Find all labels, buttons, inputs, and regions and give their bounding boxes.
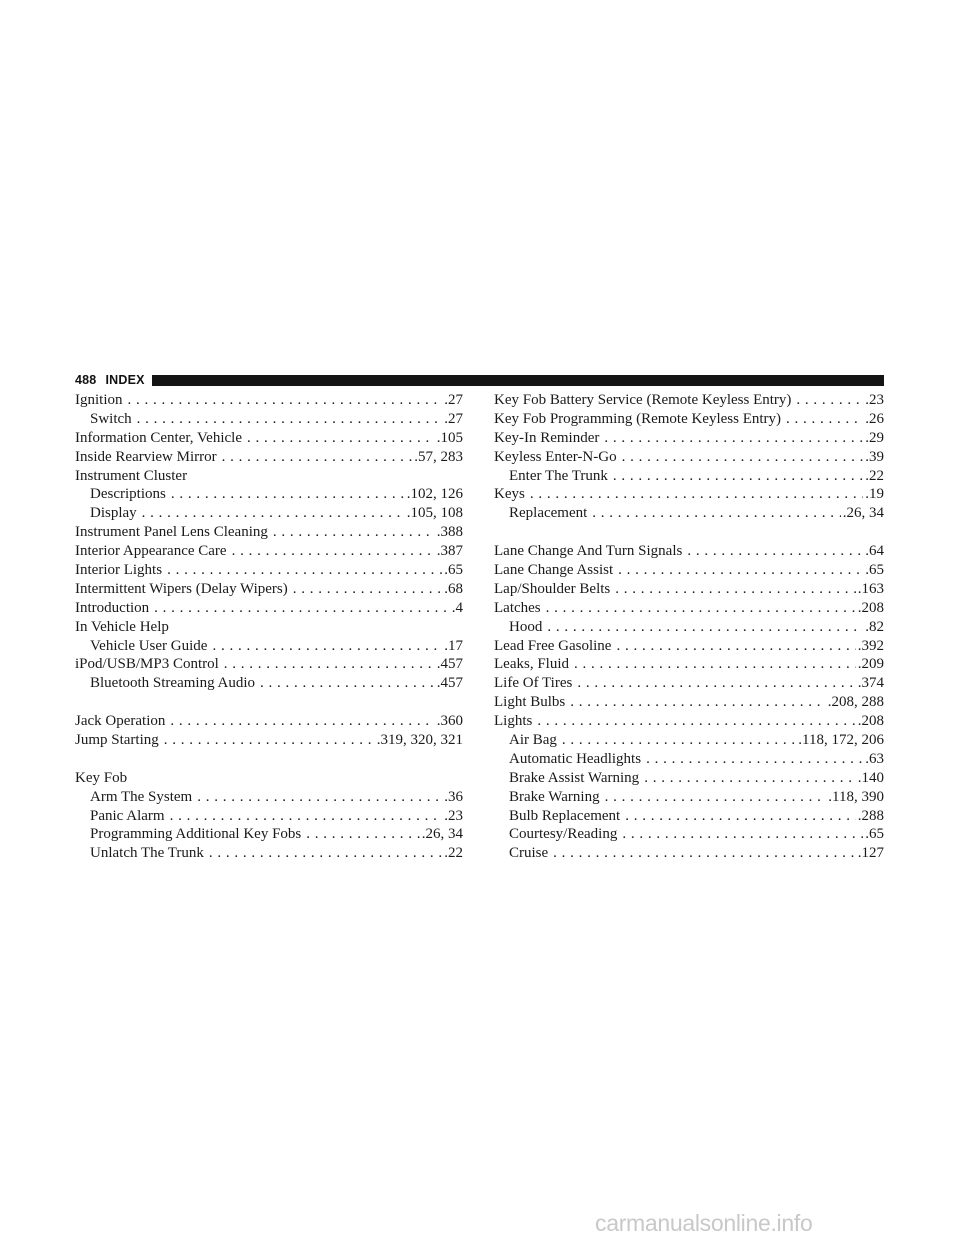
page-reference: .319, 320, 321: [376, 732, 463, 749]
page-reference: .127: [857, 845, 884, 862]
page-reference: .27: [444, 392, 463, 408]
index-term: Jack Operation: [75, 713, 166, 730]
index-subentry: [75, 807, 463, 826]
page-reference: .118, 172, 206: [798, 732, 884, 749]
index-term: Bulb Replacement: [509, 807, 621, 824]
index-term: Automatic Headlights: [509, 750, 642, 767]
page-reference: .163: [857, 580, 884, 597]
dot-leader: [170, 807, 443, 826]
page-reference: .39: [865, 448, 884, 465]
index-term: Lead Free Gasoline: [494, 637, 612, 654]
index-heading: [75, 618, 463, 637]
index-entry: [494, 599, 884, 618]
index-entry: [75, 391, 463, 410]
index-term: Introduction: [75, 599, 150, 616]
dot-leader: [247, 429, 435, 448]
index-subentry: [75, 637, 463, 656]
page-reference: .392: [857, 637, 884, 654]
index-entry: [75, 448, 463, 467]
index-term: Inside Rearview Mirror: [75, 448, 217, 465]
page-header: [75, 371, 884, 389]
index-subentry: [494, 467, 884, 486]
page-reference: .388: [436, 524, 463, 541]
dot-leader: [618, 561, 863, 580]
dot-leader: [644, 769, 856, 788]
index-term: Enter The Trunk: [509, 467, 608, 484]
index-term: In Vehicle Help: [75, 618, 169, 635]
dot-leader: [197, 788, 442, 807]
index-entry: [494, 429, 884, 448]
dot-leader: [796, 391, 863, 410]
page-reference: .457: [436, 656, 463, 673]
dot-leader: [577, 674, 855, 693]
page-reference: .57, 283: [414, 448, 463, 465]
index-entry: [75, 712, 463, 731]
dot-leader: [616, 637, 855, 656]
index-subentry: [75, 674, 463, 693]
page-reference: .374: [857, 675, 884, 692]
page-reference: .19: [865, 486, 884, 503]
page-reference: .36: [444, 788, 463, 805]
index-term: Hood: [509, 618, 543, 635]
page-reference: .105: [436, 429, 463, 446]
index-subentry: [75, 844, 463, 863]
page-reference: .208: [857, 599, 884, 616]
index-column-left: [75, 391, 463, 863]
index-term: Lane Change Assist: [494, 562, 614, 579]
page-reference: .4: [451, 599, 463, 616]
index-term: Key Fob: [75, 769, 128, 786]
index-term: Leaks, Fluid: [494, 656, 569, 673]
page-reference: .102, 126: [406, 486, 463, 503]
index-entry: [494, 580, 884, 599]
dot-leader: [260, 674, 435, 693]
index-term: Display: [90, 505, 137, 522]
page-reference: .209: [857, 656, 884, 673]
index-subentry: [494, 750, 884, 769]
index-term: Key Fob Programming (Remote Keyless Entry): [494, 410, 782, 427]
index-entry: [75, 580, 463, 599]
page-reference: .17: [444, 637, 463, 654]
index-subentry: [494, 731, 884, 750]
dot-leader: [570, 693, 825, 712]
index-term: Cruise: [509, 845, 549, 862]
index-term: Descriptions: [90, 486, 166, 503]
index-term: Brake Warning: [509, 788, 600, 805]
dot-leader: [530, 485, 863, 504]
page-reference: .208: [857, 713, 884, 730]
index-subentry: [494, 844, 884, 863]
index-entry: [494, 542, 884, 561]
index-heading: [75, 769, 463, 788]
dot-leader: [625, 807, 856, 826]
index-subentry: [494, 504, 884, 523]
index-subentry: [494, 618, 884, 637]
index-subentry: [75, 788, 463, 807]
index-term: Interior Lights: [75, 562, 163, 579]
index-subentry: [75, 825, 463, 844]
dot-leader: [224, 655, 435, 674]
dot-leader: [273, 523, 435, 542]
index-entry: [494, 561, 884, 580]
index-term: Courtesy/Reading: [509, 826, 618, 843]
index-term: Bluetooth Streaming Audio: [90, 675, 255, 692]
index-term: Replacement: [509, 505, 588, 522]
page-reference: .22: [444, 845, 463, 862]
index-entry: [75, 523, 463, 542]
index-term: Interior Appearance Care: [75, 543, 227, 560]
index-spacer: [75, 750, 463, 769]
index-subentry: [75, 504, 463, 523]
page-number: 488: [75, 373, 97, 387]
index-term: Vehicle User Guide: [90, 637, 208, 654]
page-reference: .387: [436, 543, 463, 560]
dot-leader: [592, 504, 840, 523]
index-subentry: [494, 825, 884, 844]
dot-leader: [209, 844, 442, 863]
page-reference: .29: [865, 429, 884, 446]
index-term: Switch: [90, 410, 132, 427]
section-title: INDEX: [105, 373, 145, 387]
index-entry: [494, 448, 884, 467]
page-reference: .63: [865, 750, 884, 767]
dot-leader: [622, 825, 863, 844]
index-term: Information Center, Vehicle: [75, 429, 242, 446]
index-subentry: [494, 788, 884, 807]
index-entry: [75, 655, 463, 674]
index-subentry: [494, 769, 884, 788]
dot-leader: [142, 504, 405, 523]
dot-leader: [786, 410, 863, 429]
dot-leader: [167, 561, 442, 580]
index-term: Key-In Reminder: [494, 429, 600, 446]
page-reference: .22: [865, 467, 884, 484]
index-term: Lane Change And Turn Signals: [494, 543, 683, 560]
page-reference: .360: [436, 713, 463, 730]
index-term: Arm The System: [90, 788, 193, 805]
page-reference: .26: [865, 410, 884, 427]
index-entry: [75, 542, 463, 561]
dot-leader: [604, 429, 863, 448]
index-spacer: [75, 693, 463, 712]
index-term: Ignition: [75, 392, 123, 408]
dot-leader: [547, 618, 863, 637]
index-entry: [494, 712, 884, 731]
dot-leader: [154, 599, 450, 618]
page-reference: .23: [865, 392, 884, 408]
index-entry: [75, 429, 463, 448]
page-reference: .65: [865, 826, 884, 843]
dot-leader: [605, 788, 827, 807]
index-entry: [494, 674, 884, 693]
index-term: Jump Starting: [75, 732, 159, 749]
dot-leader: [537, 712, 855, 731]
index-term: Lap/Shoulder Belts: [494, 580, 611, 597]
dot-leader: [562, 731, 796, 750]
dot-leader: [222, 448, 413, 467]
index-term: Air Bag: [509, 732, 557, 749]
dot-leader: [546, 599, 856, 618]
dot-leader: [128, 391, 443, 410]
index-subentry: [75, 410, 463, 429]
index-term: Key Fob Battery Service (Remote Keyless Entry): [494, 392, 792, 408]
page-reference: .68: [444, 580, 463, 597]
page-reference: .140: [857, 769, 884, 786]
page-reference: .65: [865, 562, 884, 579]
page-reference: .208, 288: [827, 694, 884, 711]
index-term: Lights: [494, 713, 533, 730]
index-heading: [75, 467, 463, 486]
index-term: Keyless Enter-N-Go: [494, 448, 617, 465]
dot-leader: [137, 410, 443, 429]
index-term: Brake Assist Warning: [509, 769, 640, 786]
index-entry: [494, 485, 884, 504]
index-term: Panic Alarm: [90, 807, 165, 824]
index-entry: [494, 410, 884, 429]
watermark: carmanualsonline.info: [595, 1210, 813, 1236]
index-term: Life Of Tires: [494, 675, 573, 692]
dot-leader: [615, 580, 856, 599]
page-reference: .64: [865, 543, 884, 560]
index-entry: [494, 693, 884, 712]
dot-leader: [646, 750, 863, 769]
dot-leader: [293, 580, 442, 599]
dot-leader: [622, 448, 864, 467]
page-reference: .288: [857, 807, 884, 824]
index-entry: [494, 637, 884, 656]
index-term: Keys: [494, 486, 525, 503]
dot-leader: [171, 485, 405, 504]
index-entry: [75, 561, 463, 580]
dot-leader: [170, 712, 434, 731]
index-entry: [494, 655, 884, 674]
page-reference: .27: [444, 410, 463, 427]
page-reference: .26, 34: [421, 826, 463, 843]
dot-leader: [687, 542, 863, 561]
index-spacer: [494, 523, 884, 542]
page-reference: .118, 390: [828, 788, 884, 805]
page-reference: .65: [444, 562, 463, 579]
page-reference: .23: [444, 807, 463, 824]
header-rule: [152, 375, 884, 386]
dot-leader: [574, 655, 856, 674]
dot-leader: [164, 731, 375, 750]
index-term: Light Bulbs: [494, 694, 566, 711]
index-term: Programming Additional Key Fobs: [90, 826, 302, 843]
dot-leader: [306, 825, 420, 844]
index-term: iPod/USB/MP3 Control: [75, 656, 219, 673]
index-entry: [494, 391, 884, 410]
index-term: Instrument Cluster: [75, 467, 188, 484]
index-subentry: [75, 485, 463, 504]
dot-leader: [553, 844, 856, 863]
index-entry: [75, 599, 463, 618]
page-reference: .82: [865, 618, 884, 635]
index-column-right: [494, 391, 884, 863]
index-term: Intermittent Wipers (Delay Wipers): [75, 580, 288, 597]
index-subentry: [494, 807, 884, 826]
index-term: Instrument Panel Lens Cleaning: [75, 524, 268, 541]
page-reference: .457: [436, 675, 463, 692]
page-reference: .105, 108: [406, 505, 463, 522]
page-reference: .26, 34: [842, 505, 884, 522]
dot-leader: [232, 542, 435, 561]
dot-leader: [212, 637, 442, 656]
index-term: Unlatch The Trunk: [90, 845, 204, 862]
index-term: Latches: [494, 599, 541, 616]
dot-leader: [613, 467, 863, 486]
index-entry: [75, 731, 463, 750]
